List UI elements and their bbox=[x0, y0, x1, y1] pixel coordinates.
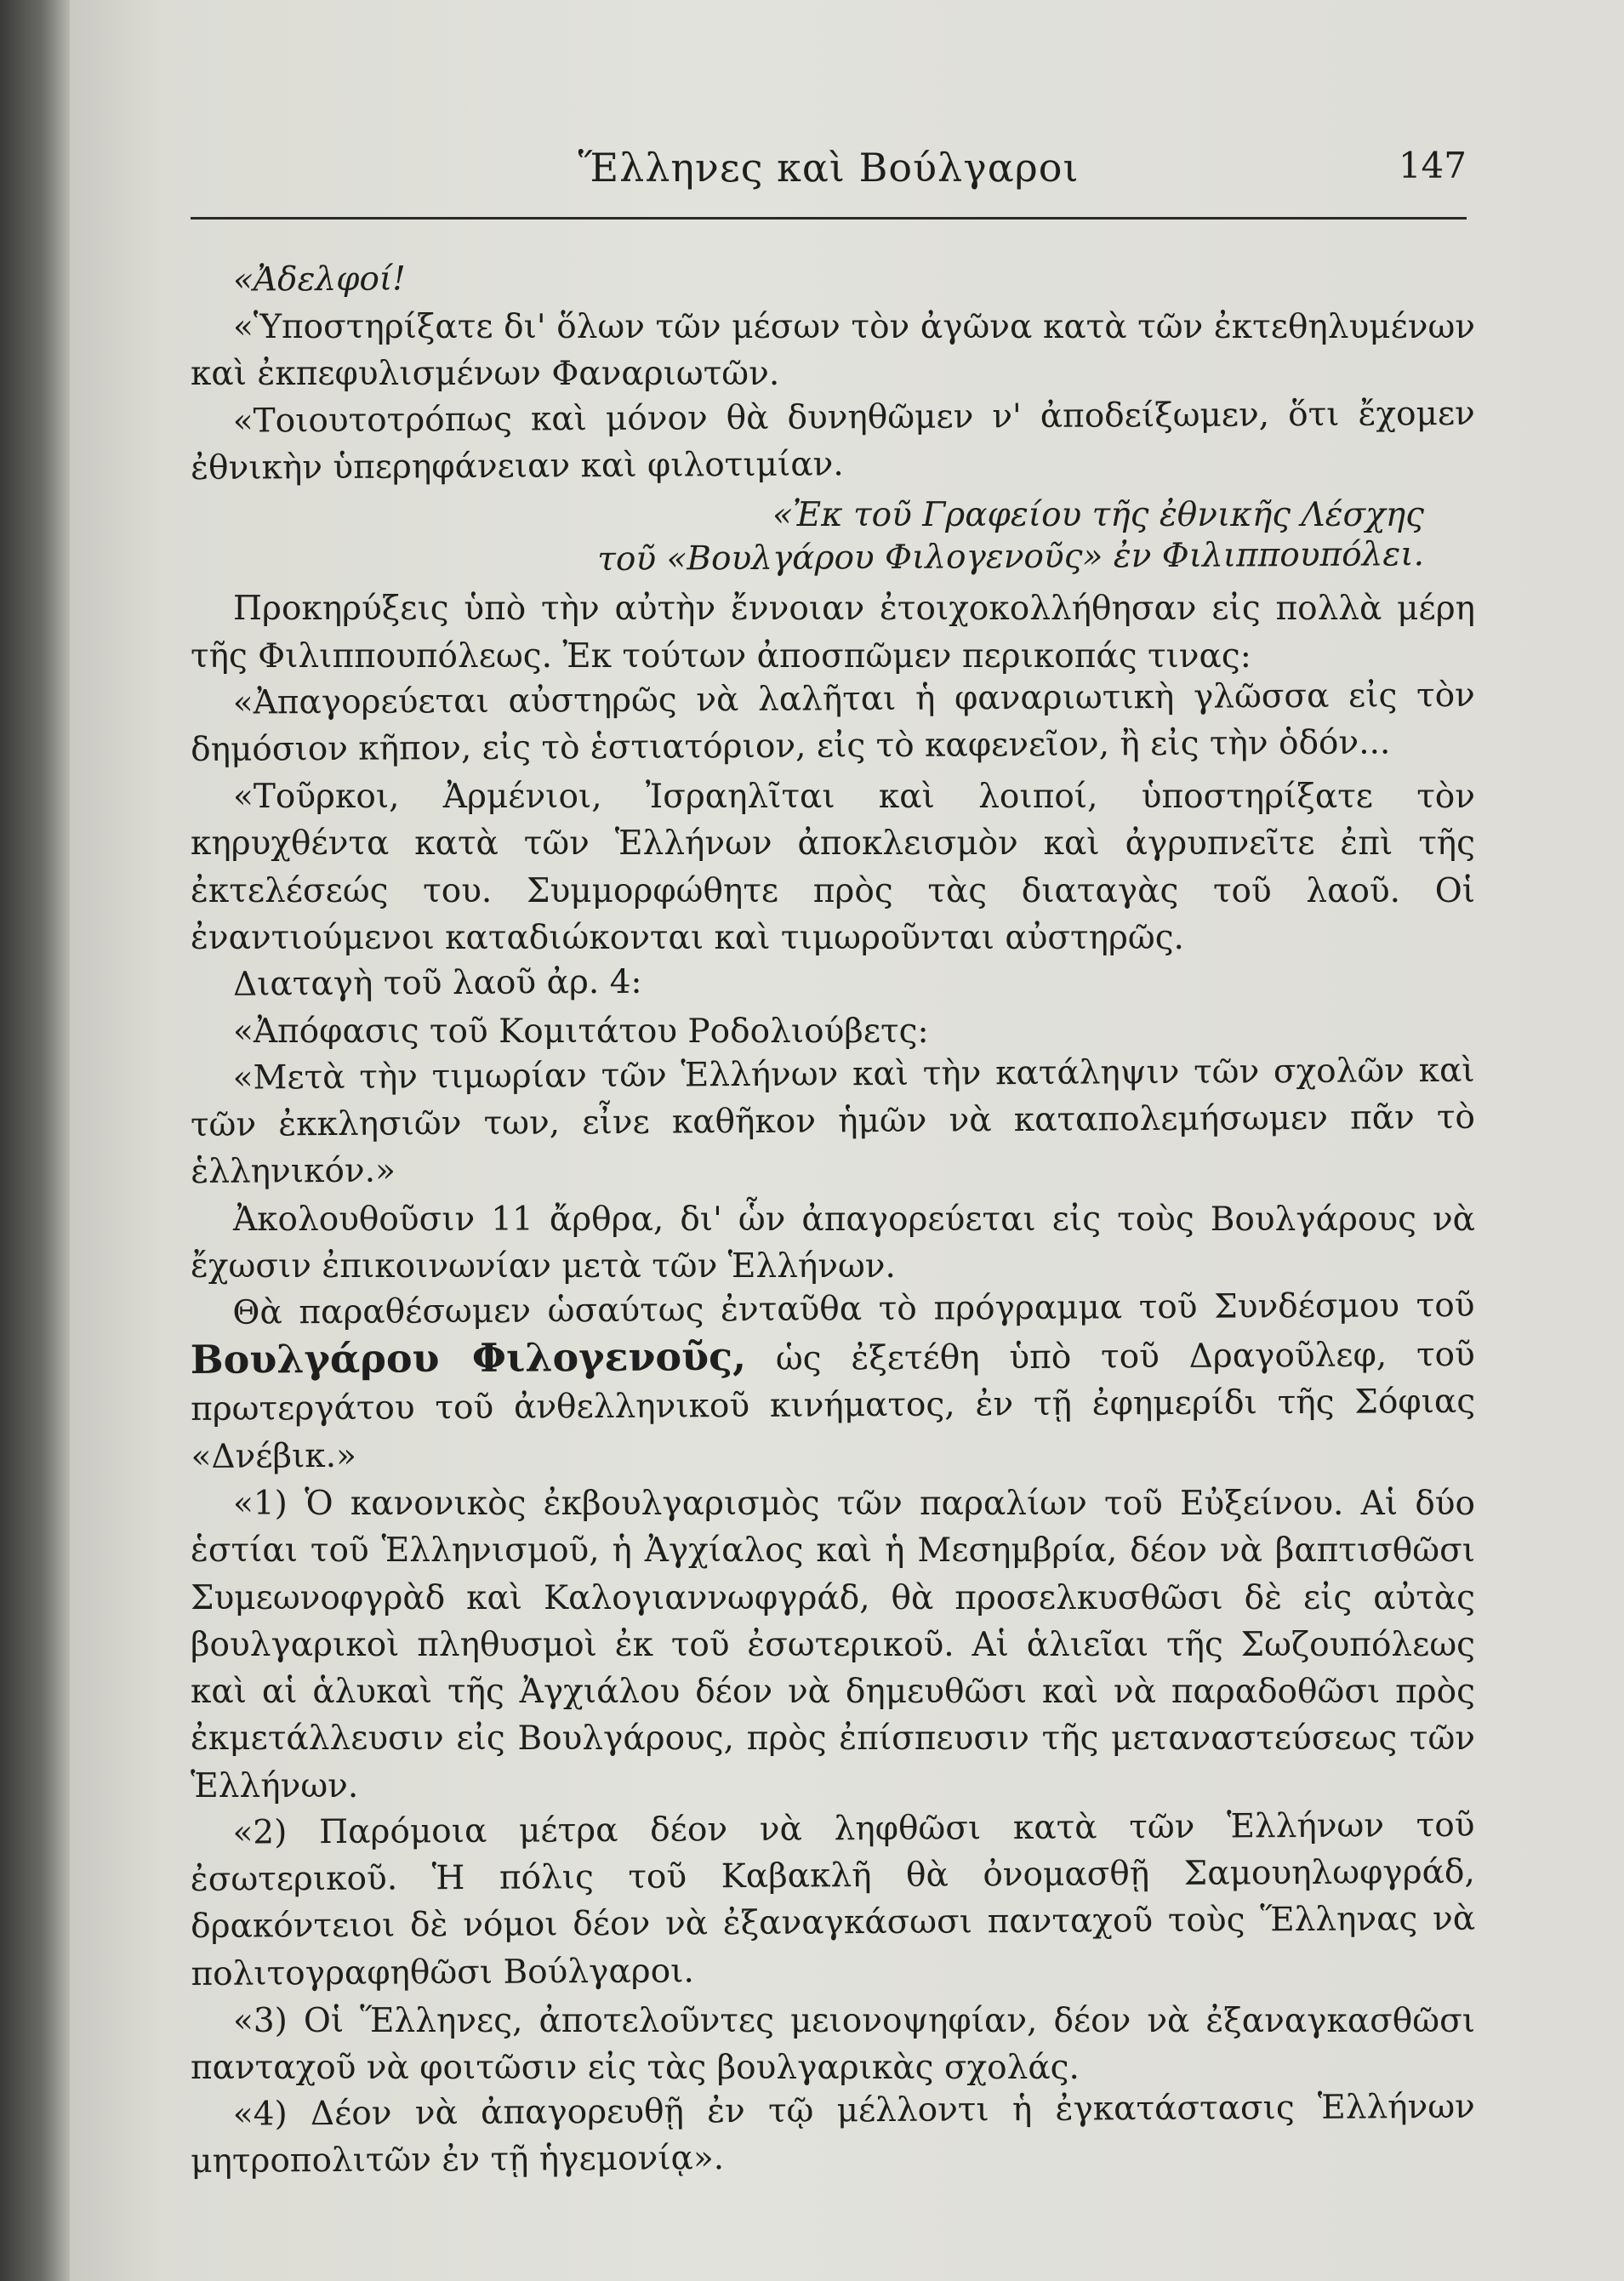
paragraph: «2) Παρόμοια μέτρα δέον νὰ ληφθῶσι κατὰ τῶν Ἑλλήνων τοῦ ἐσωτερικοῦ. Ἡ πόλις τοῦ Καβακλῆ θὰ ὀνομασθῇ Σαμουηλωφγράδ, δρακόντειοι δὲ νόμοι δέον νὰ ἐξαναγκάσωσι πανταχοῦ τοὺς Ἕλληνας νὰ πολιτογραφηθῶσι Βούλγαροι. bbox=[190, 1805, 1476, 1993]
page-number: 147 bbox=[1398, 145, 1467, 186]
signature-line: «Ἐκ τοῦ Γραφείου τῆς ἐθνικῆς Λέσχης bbox=[772, 496, 1424, 535]
paragraph: «4) Δέον νὰ ἀπαγορευθῇ ἐν τῷ μέλλοντι ἡ ἐγκατάστασις Ἑλλήνων μητροπολιτῶν ἐν τῇ ἡγεμονίᾳ». bbox=[191, 2087, 1475, 2181]
paragraph-text: Θὰ παραθέσωμεν ὡσαύτως ἐνταῦθα τὸ πρόγραμμα τοῦ Συνδέσμου τοῦ bbox=[232, 1286, 1475, 1333]
paragraph: «Ἀπαγορεύεται αὐστηρῶς νὰ λαλῆται ἡ φαναριωτικὴ γλῶσσα εἰς τὸν δημόσιον κῆπον, εἰς τὸ ἑστιατόριον, εἰς τὸ καφενεῖον, ἢ εἰς τὴν ὁδόν... bbox=[191, 676, 1475, 770]
paragraph: «Ἀδελφοί! bbox=[232, 259, 407, 299]
paragraph bbox=[190, 1282, 1475, 1480]
book-page bbox=[70, 0, 1624, 2281]
book-spine-shadow bbox=[0, 0, 70, 2281]
paragraph: «Τοιουτοτρόπως καὶ μόνον θὰ δυνηθῶμεν ν' ἀποδείξωμεν, ὅτι ἔχομεν ἐθνικὴν ὑπερηφάνειαν καὶ φιλοτιμίαν. bbox=[191, 394, 1475, 488]
page-body bbox=[191, 257, 1475, 2185]
paragraph: Ἀκολουθοῦσιν 11 ἄρθρα, δι' ὧν ἀπαγορεύεται εἰς τοὺς Βουλγάρους νὰ ἔχωσιν ἐπικοινωνίαν μετὰ τῶν Ἑλλήνων. bbox=[191, 1200, 1475, 1286]
running-title: Ἕλληνες καὶ Βούλγαροι bbox=[578, 145, 1080, 191]
signature-line: τοῦ «Βουλγάρου Φιλογενοῦς» ἐν Φιλιππουπόλει. bbox=[597, 535, 1425, 579]
page-header bbox=[191, 145, 1467, 221]
paragraph-text: ὡς ἐξετέθη ὑπὸ τοῦ Δραγοῦλεφ, τοῦ πρωτεργάτου τοῦ ἀνθελληνικοῦ κινήματος, ἐν τῇ ἐφημερίδι τῆς Σόφιας «Δνέβικ.» bbox=[191, 1336, 1476, 1477]
paragraph: Προκηρύξεις ὑπὸ τὴν αὐτὴν ἔννοιαν ἐτοιχοκολλήθησαν εἰς πολλὰ μέρη τῆς Φιλιππουπόλεως. Ἐκ τούτων ἀποσπῶμεν περικοπάς τινας: bbox=[191, 590, 1475, 676]
paragraph: «1) Ὁ κανονικὸς ἐκβουλγαρισμὸς τῶν παραλίων τοῦ Εὐξείνου. Αἱ δύο ἑστίαι τοῦ Ἑλληνισμοῦ, ἡ Ἀγχίαλος καὶ ἡ Μεσημβρία, δέον νὰ βαπτισθῶσι Συμεωνοφγρὰδ καὶ Καλογιαννωφγράδ, θὰ προσελκυσθῶσι δὲ εἰς αὐτὰς βουλγαρικοὶ πληθυσμοὶ ἐκ τοῦ ἐσωτερικοῦ. Αἱ ἁλιεῖαι τῆς Σωζουπόλεως καὶ αἱ ἁλυκαὶ τῆς Ἀγχιάλου δέον νὰ δημευθῶσι καὶ νὰ παραδοθῶσι πρὸς ἐκμετάλλευσιν εἰς Βουλγάρους, πρὸς ἐπίσπευσιν τῆς μεταναστεύσεως τῶν Ἑλλήνων. bbox=[191, 1485, 1475, 1805]
bold-society-name: Βουλγάρου Φιλογενοῦς, bbox=[190, 1333, 747, 1383]
paragraph: «Τοῦρκοι, Ἀρμένιοι, Ἰσραηλῖται καὶ λοιποί, ὑποστηρίξατε τὸν κηρυχθέντα κατὰ τῶν Ἑλλήνων ἀποκλεισμὸν καὶ ἀγρυπνεῖτε ἐπὶ τῆς ἐκτελέσεώς του. Συμμορφώθητε πρὸς τὰς διαταγὰς τοῦ λαοῦ. Οἱ ἐναντιούμενοι καταδιώκονται καὶ τιμωροῦνται αὐστηρῶς. bbox=[191, 778, 1475, 957]
paragraph: Διαταγὴ τοῦ λαοῦ ἀρ. 4: bbox=[232, 962, 642, 1004]
paragraph: «Ἀπόφασις τοῦ Κομιτάτου Ροδολιούβετς: bbox=[233, 1012, 929, 1052]
paragraph: «3) Οἱ Ἕλληνες, ἀποτελοῦντες μειονοψηφίαν, δέον νὰ ἐξαναγκασθῶσι πανταχοῦ νὰ φοιτῶσιν εἰς τὰς βουλγαρικὰς σχολάς. bbox=[191, 2001, 1475, 2087]
paragraph: «Μετὰ τὴν τιμωρίαν τῶν Ἑλλήνων καὶ τὴν κατάληψιν τῶν σχολῶν καὶ τῶν ἐκκλησιῶν των, εἶνε καθῆκον ἡμῶν νὰ καταπολεμήσωμεν πᾶν τὸ ἑλληνικόν.» bbox=[190, 1052, 1476, 1192]
paragraph: «Ὑποστηρίξατε δι' ὅλων τῶν μέσων τὸν ἀγῶνα κατὰ τῶν ἐκτεθηλυμένων καὶ ἐκπεφυλισμένων Φαναριωτῶν. bbox=[191, 308, 1475, 394]
header-rule bbox=[191, 217, 1467, 220]
